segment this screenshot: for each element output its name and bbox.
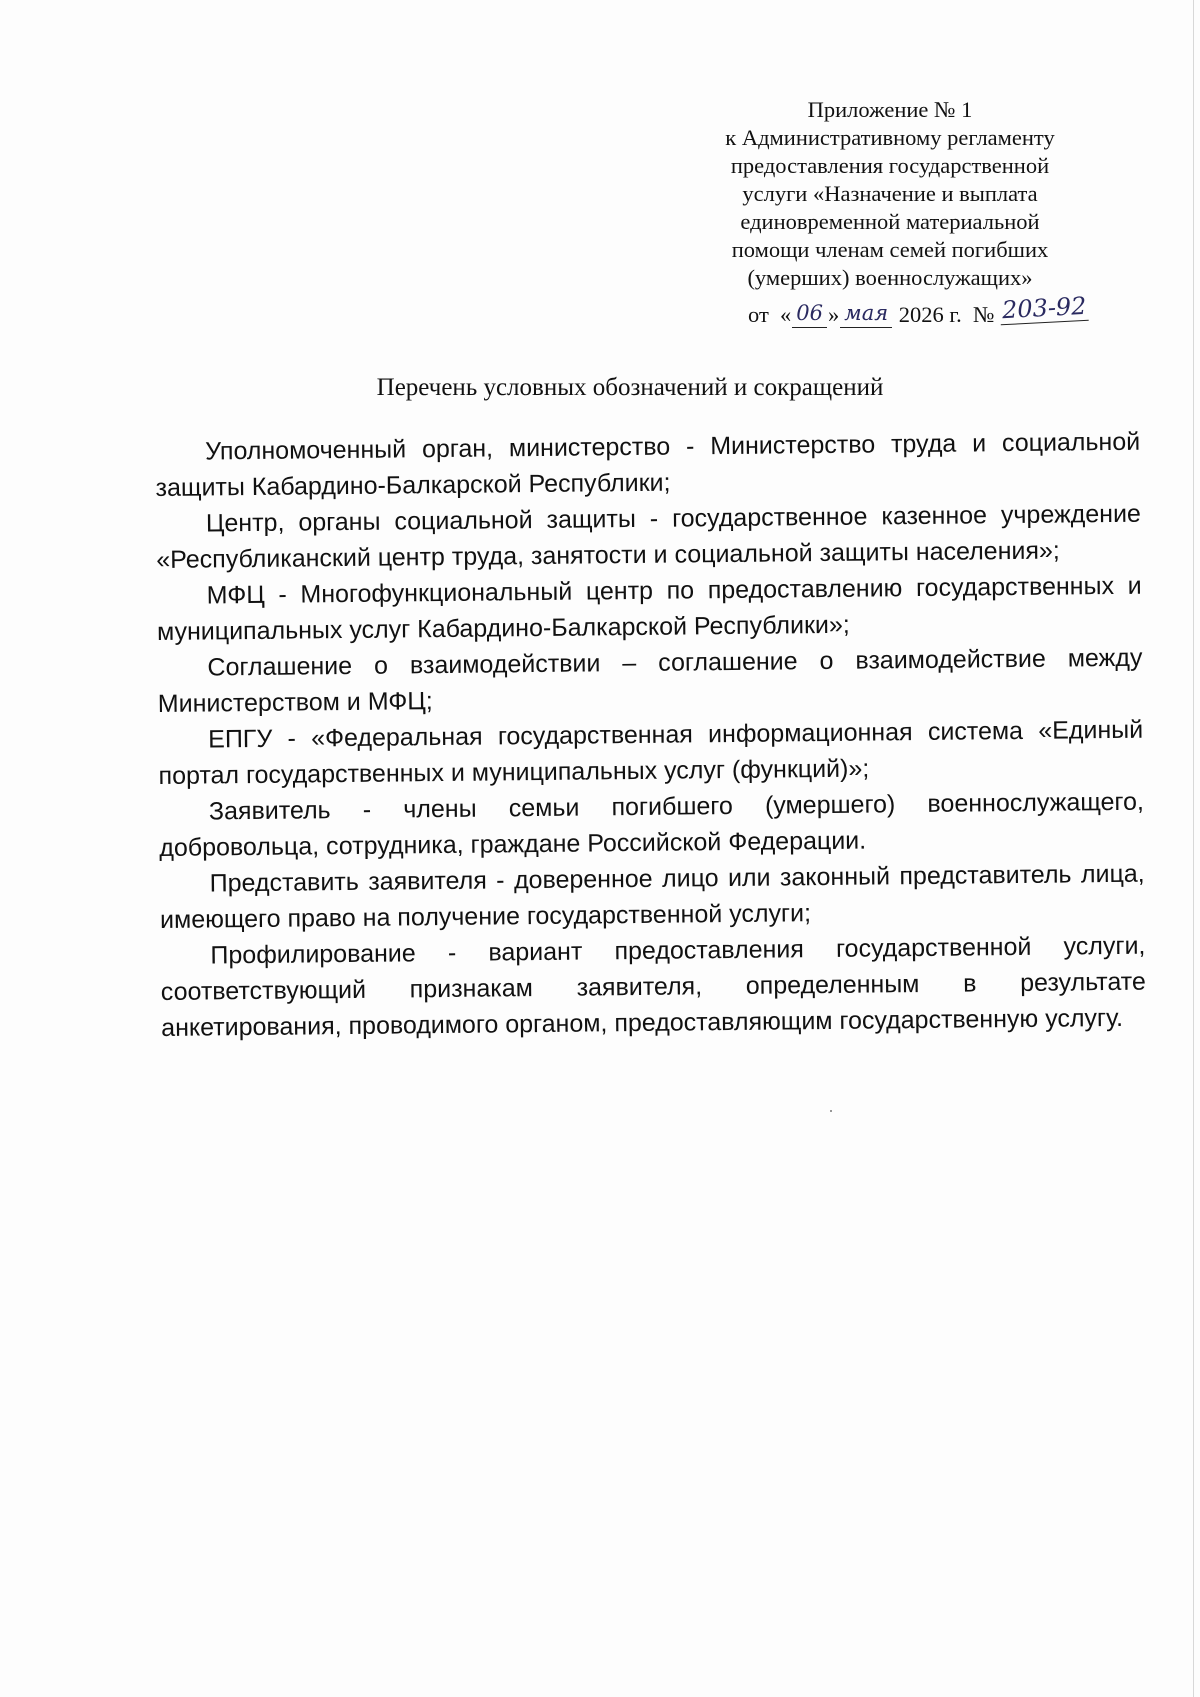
handwritten-number: 203-92 <box>999 292 1089 326</box>
page-edge-line <box>1193 0 1194 1697</box>
appendix-line: предоставления государственной <box>730 153 1050 178</box>
definition-paragraph: Заявитель - члены семьи погибшего (умершего) военнослужащего, добровольца, сотрудника, граждане Российской Федерации. <box>159 787 1145 862</box>
appendix-line: помощи членам семей погибших <box>731 237 1049 262</box>
appendix-line: единовременной материальной <box>740 209 1040 234</box>
appendix-line: услуги «Назначение и выплата <box>742 181 1038 206</box>
appendix-line: (умерших) военнослужащих» <box>747 265 1033 290</box>
definition-paragraph: Соглашение о взаимодействии – соглашение о взаимодействие между Министерством и МФЦ; <box>157 643 1143 718</box>
definition-paragraph: Профилирование - вариант предоставления государственной услуги, соответствующий признакам заявителя, определенным в результате анкетирования, проводимого органом, предоставляющим государственную услугу. <box>160 931 1146 1042</box>
date-close-quote: » <box>828 302 840 327</box>
handwritten-day: 06 <box>792 299 827 328</box>
date-prefix: от <box>748 302 769 327</box>
definition-paragraph: Уполномоченный орган, министерство - Министерство труда и социальной защиты Кабардино-Балкарской Республики; <box>155 427 1141 502</box>
definition-paragraph: Центр, органы социальной защиты - государственное казенное учреждение «Республиканский центр труда, занятости и социальной защиты населения»; <box>156 499 1142 574</box>
appendix-date-line <box>748 291 1089 330</box>
scan-speck <box>830 1110 832 1112</box>
appendix-line: к Административному регламенту <box>725 125 1055 150</box>
appendix-line: Приложение № 1 <box>807 97 973 122</box>
page-title: Перечень условных обозначений и сокращений <box>376 374 884 401</box>
definition-paragraph: Представить заявителя - доверенное лицо или законный представитель лица, имеющего право на получение государственной услуги; <box>159 859 1145 934</box>
definition-paragraph: ЕПГУ - «Федеральная государственная информационная система «Единый портал государственных и муниципальных услуг (функций)»; <box>158 715 1144 790</box>
handwritten-month: мая <box>840 299 892 328</box>
number-prefix: № <box>972 302 995 327</box>
definition-paragraph: МФЦ - Многофункциональный центр по предоставлению государственных и муниципальных услуг Кабардино-Балкарской Республики»; <box>156 571 1142 646</box>
appendix-header <box>700 96 1080 292</box>
date-open-quote: « <box>780 302 792 327</box>
definitions-list <box>155 424 1146 1046</box>
date-year: 2026 г. <box>898 302 962 327</box>
